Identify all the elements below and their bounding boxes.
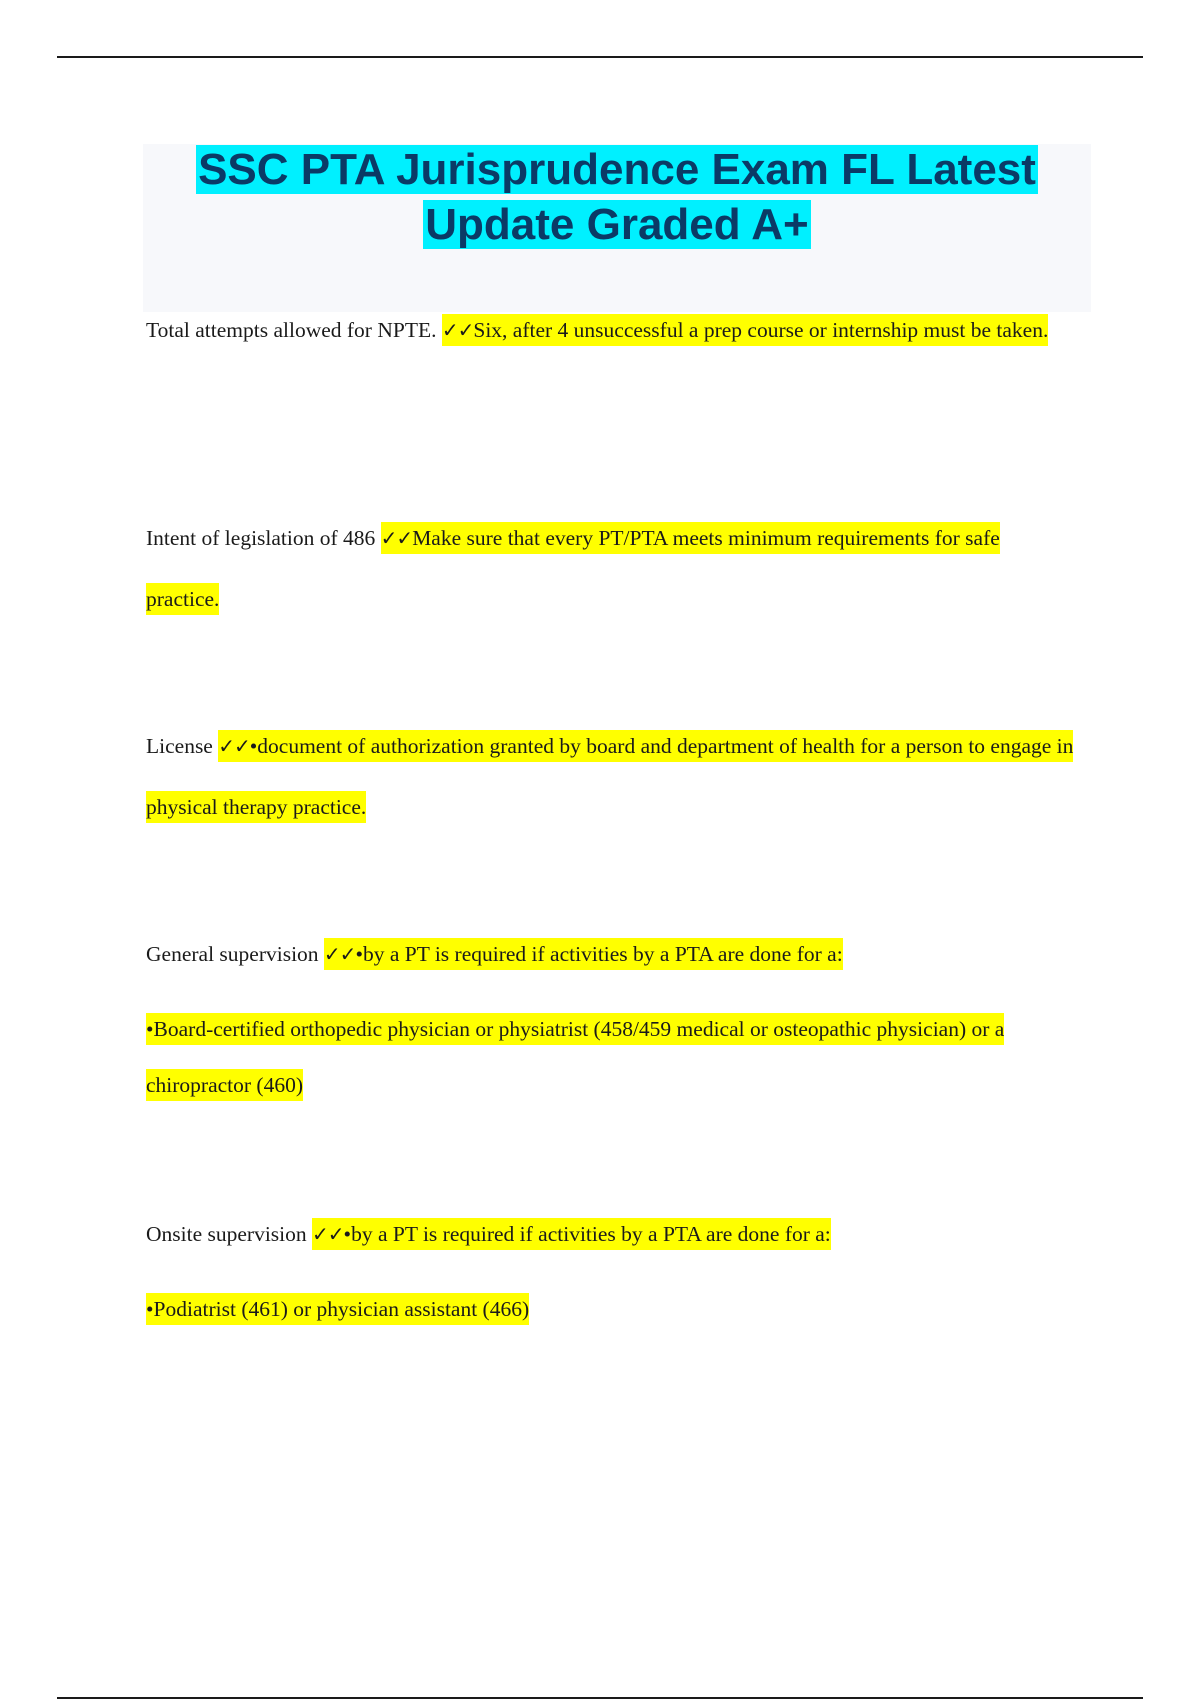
document-title [143,142,1091,252]
qa-item-legislation-486 [146,508,1076,630]
answer-text: ✓✓•by a PT is required if activities by a PTA are done for a: [324,938,843,970]
answer-detail: •Board-certified orthopedic physician or physiatrist (458/459 medical or osteopathic physician) or a chiropractor (460) [146,1001,1076,1113]
answer-text: ✓✓•by a PT is required if activities by a PTA are done for a: [312,1218,831,1250]
top-rule [57,56,1143,58]
qa-item-onsite-supervision [146,1204,1076,1337]
double-check-icon: ✓✓ [218,734,250,758]
qa-item-license [146,716,1076,838]
question-text: Intent of legislation of 486 [146,526,376,550]
answer-text: ✓✓Make sure that every PT/PTA meets minimum requirements for safe practice. [146,522,1000,615]
double-check-icon: ✓✓ [323,942,356,966]
qa-item-general-supervision [146,924,1076,1113]
document-title-text: SSC PTA Jurisprudence Exam FL Latest Update Graded A+ [198,145,1036,249]
bottom-rule [57,1697,1143,1699]
double-check-icon: ✓✓ [380,526,413,550]
double-check-icon: ✓✓ [441,318,474,342]
question-text: Onsite supervision [146,1222,307,1246]
question-text: General supervision [146,942,319,966]
answer-text: ✓✓Six, after 4 unsuccessful a prep course or internship must be taken. [442,314,1048,346]
qa-item-npte-attempts [146,300,1076,361]
question-text: Total attempts allowed for NPTE. [146,318,437,342]
answer-text: ✓✓•document of authorization granted by board and department of health for a person to engage in physical therapy practice. [146,730,1073,823]
question-text: License [146,734,213,758]
double-check-icon: ✓✓ [312,1222,344,1246]
answer-detail: •Podiatrist (461) or physician assistant (466) [146,1281,1076,1337]
